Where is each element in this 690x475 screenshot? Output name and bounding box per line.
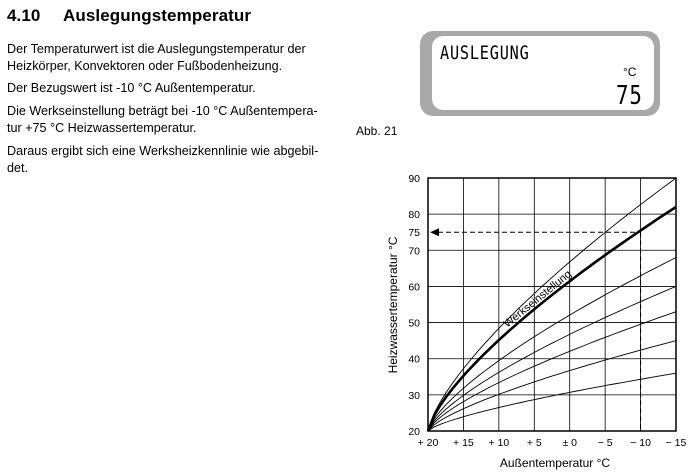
lcd-label: AUSLEGUNG [440,42,530,64]
figure-caption: Abb. 21 [356,124,398,138]
y-tick-label: 75 [408,227,420,240]
text-line: Der Temperaturwert ist die Auslegungstemperatur der [7,42,306,56]
text-line: Daraus ergibt sich eine Werksheizkennlinie wie abgebil- [7,144,319,158]
y-tick-label: 40 [408,353,420,366]
lcd-value: 75 [616,81,643,111]
y-tick-labels [408,173,420,438]
y-tick-label: 20 [408,426,420,438]
x-tick-label: + 15 [453,437,474,449]
text-line: Heizkörper, Konvektoren oder Fußbodenheizung. [7,59,283,73]
section-title: Auslegungstemperatur [63,6,252,25]
y-tick-label: 50 [408,317,420,330]
y-tick-label: 80 [408,209,420,222]
x-tick-labels [418,437,687,449]
series-line [428,373,676,431]
series-label: Werkseinstellung [501,268,574,331]
x-tick-label: ± 0 [562,437,577,449]
x-tick-label: + 20 [417,437,439,449]
y-tick-label: 70 [408,245,420,258]
text-line: Die Werkseinstellung beträgt bei -10 °C Außentempera- [7,104,318,118]
text-line: Der Bezugswert ist -10 °C Außentemperatur. [7,81,256,95]
series-line [428,178,676,431]
x-tick-label: − 5 [597,437,613,449]
chart-reference [430,228,641,431]
series-line-werkseinstellung [428,207,676,431]
series-line [428,341,676,431]
x-tick-label: − 15 [665,437,687,449]
y-tick-label: 30 [408,389,420,402]
y-tick-label: 90 [408,173,420,185]
lcd-unit: °C [623,65,637,79]
y-axis-label: Heizwassertemperatur °C [386,236,400,374]
section-number: 4.10 [7,6,41,25]
y-tick-label: 60 [408,281,420,294]
chart-grid [428,178,676,431]
x-tick-label: − 10 [630,437,651,449]
x-tick-label: + 5 [526,437,542,449]
x-axis-label: Außentemperatur °C [499,456,611,470]
reference-arrow [430,228,439,236]
text-line: det. [7,161,29,175]
series-line [428,312,676,431]
text-line: tur +75 °C Heizwassertemperatur. [7,121,197,135]
chart-frame [428,178,676,431]
x-tick-label: + 10 [488,437,510,449]
chart-curves [428,178,676,431]
